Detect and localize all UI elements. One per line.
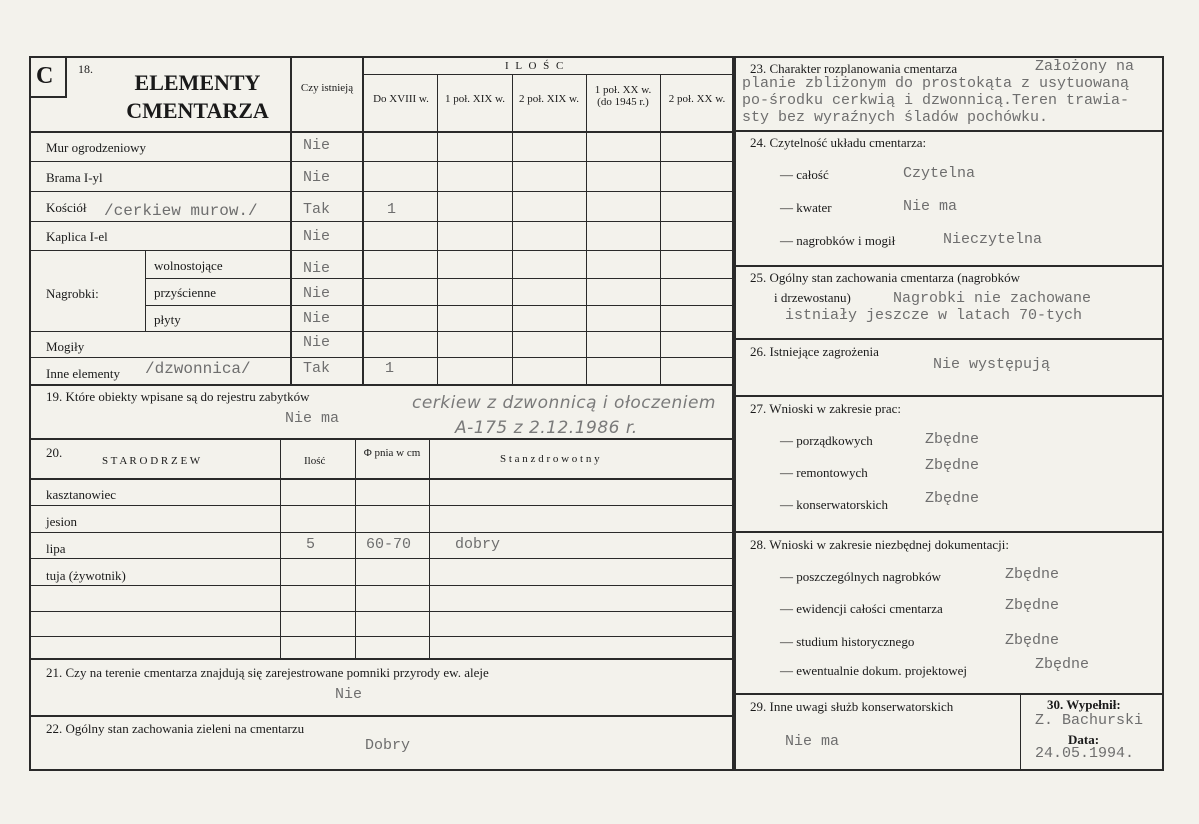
sec26-label: 26. Istniejące zagrożenia (750, 344, 879, 359)
czy-istnieja-header: Czy istnieją (300, 82, 354, 94)
sec18-title-2: CMENTARZA (126, 98, 269, 123)
val-mogily: Nie (303, 334, 331, 351)
sec28-nagrobkow: — poszczególnych nagrobków (780, 569, 942, 584)
val-plyty: Nie (303, 310, 331, 327)
sec20-title: S T A R O D R Z E W (102, 455, 201, 467)
col-xviii: Do XVIII w. (373, 93, 429, 105)
lipa-pnia: 60-70 (366, 536, 412, 553)
row-plyty: płyty (154, 312, 181, 327)
row-nagrobki: Nagrobki: (46, 286, 99, 301)
inne-count: 1 (385, 360, 395, 377)
sec20-stan: S t a n z d r o w o t n y (500, 453, 600, 465)
sec27-porzadkowych: — porządkowych (780, 433, 873, 448)
sec30-data-label: Data: (1068, 732, 1100, 747)
col-2-xx: 2 poł. XX w. (668, 93, 726, 105)
sec22-value: Dobry (365, 737, 411, 754)
val-przyscienne: Nie (303, 285, 331, 302)
sec25-label-2: i drzewostanu) (774, 290, 851, 305)
sec28-nagrobkow-value: Zbędne (1005, 566, 1060, 583)
col-2-xix: 2 poł. XIX w. (518, 93, 580, 105)
sec21-label: 21. Czy na terenie cmentarza znajdują się zarejestrowane pomniki przyrody ew. aleje (46, 665, 489, 680)
row-wolnostojace: wolnostojące (154, 258, 223, 273)
sec27-konserwatorskich: — konserwatorskich (780, 497, 888, 512)
sec19-label: 19. Które obiekty wpisane są do rejestru zabytków (46, 389, 310, 404)
kosciol-count: 1 (387, 201, 397, 218)
sec23-line-1: Założony na (1035, 58, 1135, 75)
sec23-line-4: sty bez wyraźnych śladów pochówku. (742, 109, 1049, 126)
tree-jesion: jesion (46, 514, 78, 529)
sec24-calosc: — całość (780, 167, 829, 182)
ilosc-header: I L O Ś C (505, 60, 566, 72)
sec24-calosc-value: Czytelna (903, 165, 976, 182)
sec21-value: Nie (335, 686, 363, 703)
sec28-label: 28. Wnioski w zakresie niezbędnej dokumentacji: (750, 537, 1009, 552)
row-przyscienne: przyścienne (154, 285, 217, 300)
sec23-line-2: planie zbliżonym do prostokąta z usytuowaną (742, 75, 1130, 92)
val-mur: Nie (303, 137, 331, 154)
val-kosciol: Tak (303, 201, 331, 218)
lipa-stan: dobry (455, 536, 501, 553)
sec28-studium: — studium historycznego (780, 634, 915, 649)
val-kaplica: Nie (303, 228, 331, 245)
sec24-kwater: — kwater (780, 200, 832, 215)
kosciol-note: /cerkiew murow./ (104, 202, 258, 220)
sec19-handwriting-2: A-175 z 2.12.1986 r. (455, 418, 638, 438)
sec25-value-1: Nagrobki nie zachowane (893, 290, 1092, 307)
sec27-remontowych: — remontowych (780, 465, 868, 480)
sec20-ilosc: Ilość (304, 455, 326, 467)
inne-note: /dzwonnica/ (145, 360, 251, 378)
sec25-value-2: istniały jeszcze w latach 70-tych (785, 307, 1083, 324)
sec24-label: 24. Czytelność układu cmentarza: (750, 135, 927, 150)
sec28-projektowej-value: Zbędne (1035, 656, 1090, 673)
sec27-remontowych-value: Zbędne (925, 457, 980, 474)
col-1-xx: 1 poł. XX w. (do 1945 r.) (594, 84, 652, 108)
sec27-label: 27. Wnioski w zakresie prac: (750, 401, 902, 416)
sec24-kwater-value: Nie ma (903, 198, 958, 215)
badge-letter: C (36, 63, 54, 89)
sec28-studium-value: Zbędne (1005, 632, 1060, 649)
sec29-label: 29. Inne uwagi służb konserwatorskich (750, 699, 954, 714)
row-mogily: Mogiły (46, 339, 85, 354)
sec28-ewidencji-value: Zbędne (1005, 597, 1060, 614)
left-frame (29, 56, 734, 771)
col-1-xix: 1 poł. XIX w. (444, 93, 506, 105)
row-kosciol: Kościół (46, 200, 87, 215)
sec23-line-3: po-środku cerkwią i dzwonnicą.Teren trawia- (742, 92, 1130, 109)
sec18-num: 18. (78, 62, 93, 76)
lipa-ilosc: 5 (306, 536, 316, 553)
tree-tuja: tuja (żywotnik) (46, 568, 126, 583)
sec30-name: Z. Bachurski (1035, 712, 1144, 729)
sec19-handwriting-1: cerkiew z dzwonnicą i ołoczeniem (412, 393, 716, 413)
sec30-date: 24.05.1994. (1035, 745, 1135, 762)
sec24-nagrobkow-value: Nieczytelna (943, 231, 1043, 248)
row-brama: Brama I-yl (46, 170, 103, 185)
sec29-value: Nie ma (785, 733, 840, 750)
tree-kasztanowiec: kasztanowiec (46, 487, 117, 502)
sec20-num: 20. (46, 445, 63, 460)
row-inne: Inne elementy (46, 366, 120, 381)
sec26-value: Nie występują (933, 356, 1051, 373)
sec20-pnia: Φ pnia w cm (363, 447, 421, 459)
sec24-nagrobkow: — nagrobków i mogił (780, 233, 896, 248)
val-wolnostojace: Nie (303, 260, 331, 277)
row-mur: Mur ogrodzeniowy (46, 140, 147, 155)
sec18-title-1: ELEMENTY (134, 70, 261, 95)
val-inne: Tak (303, 360, 331, 377)
sec28-projektowej: — ewentualnie dokum. projektowej (780, 663, 968, 678)
row-kaplica: Kaplica I-el (46, 229, 108, 244)
sec28-ewidencji: — ewidencji całości cmentarza (780, 601, 943, 616)
sec27-konserwatorskich-value: Zbędne (925, 490, 980, 507)
tree-lipa: lipa (46, 541, 66, 556)
sec30-label: 30. Wypełnił: (1047, 697, 1121, 712)
sec19-value: Nie ma (285, 410, 340, 427)
sec22-label: 22. Ogólny stan zachowania zieleni na cmentarzu (46, 721, 305, 736)
sec23-label: 23. Charakter rozplanowania cmentarza (750, 61, 958, 76)
sec27-porzadkowych-value: Zbędne (925, 431, 980, 448)
sec25-label-1: 25. Ogólny stan zachowania cmentarza (nagrobków (750, 270, 1021, 285)
val-brama: Nie (303, 169, 331, 186)
